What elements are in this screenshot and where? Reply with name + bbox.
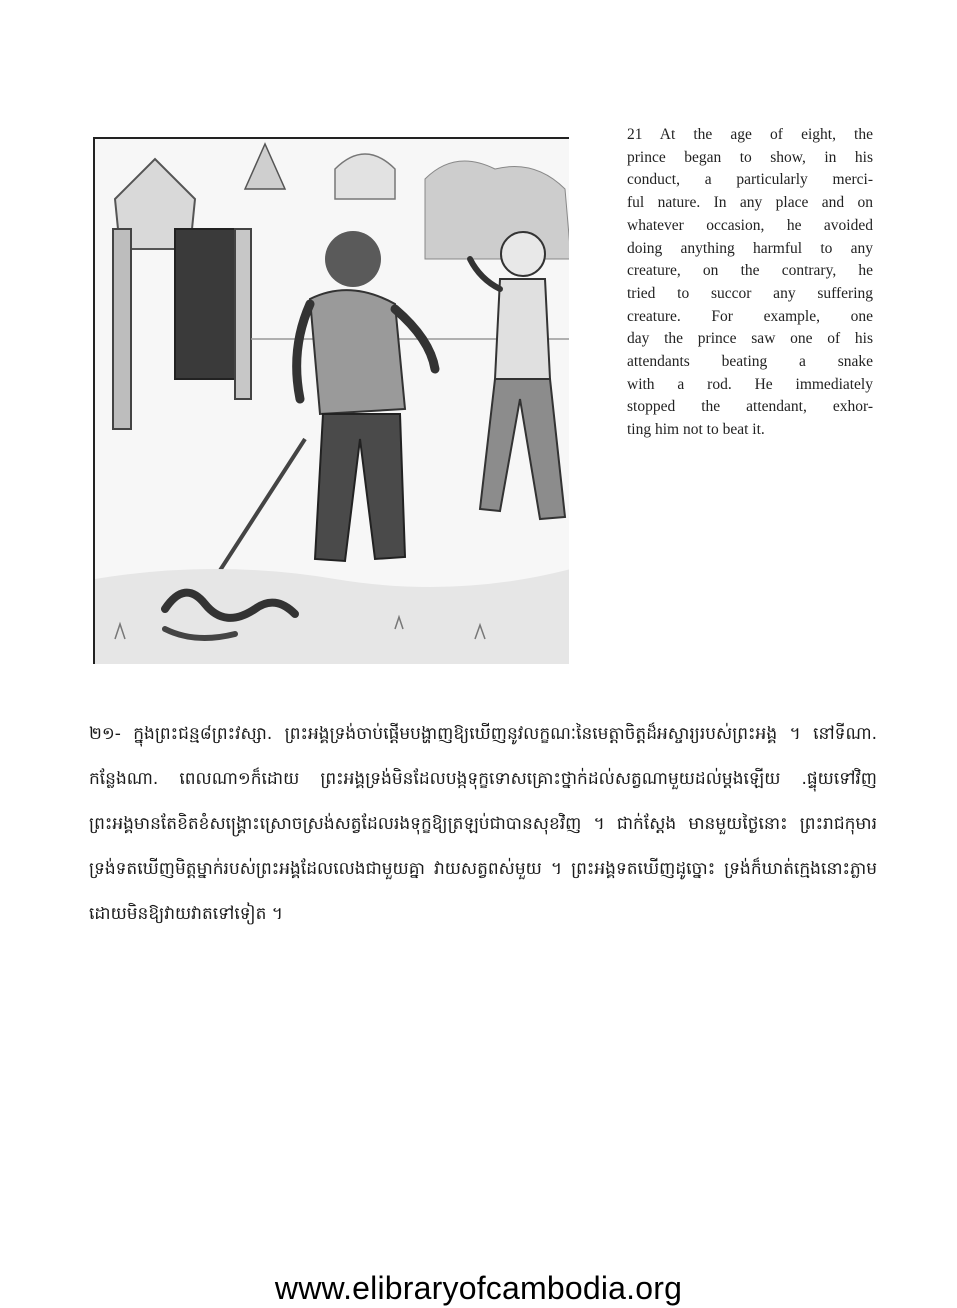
english-line: with a rod. He immediately <box>627 375 873 393</box>
illustration-boys-and-snake <box>93 137 569 664</box>
english-line: attendants beating a snake <box>627 353 873 371</box>
english-paragraph <box>627 124 873 442</box>
illustration-drawing <box>95 139 569 664</box>
footer-url[interactable]: www.elibraryofcambodia.org <box>274 1270 683 1306</box>
khmer-paragraph: ២១- ក្នុងព្រះជន្ម៨ព្រះវស្សា. ព្រះអង្គទ្រង់ចាប់ផ្ដើមបង្ហាញឱ្យឃើញនូវលក្ខណៈនៃមេត្តាចិត្តដ៏អស្ចារ្យរបស់ព្រះអង្គ ។ នៅទីណា. កន្លែងណា. ពេលណា១ក៏ដោយ ព្រះអង្គទ្រង់មិនដែលបង្កទុក្ខទោសគ្រោះថ្នាក់ដល់សត្វណាមួយដល់ម្ដងឡើយ .ផ្ទុយទៅវិញ ព្រះអង្គមានតែខិតខំសង្គ្រោះស្រោចស្រង់សត្វដែលរងទុក្ខឱ្យត្រឡប់ជាបានសុខវិញ ។ ជាក់ស្ដែង មានមួយថ្ងៃនោះ ព្រះរាជកុមារទ្រង់ទតឃើញមិត្តម្នាក់របស់ព្រះអង្គដែលលេងជាមួយគ្នា វាយសត្វពស់មួយ ។ ព្រះអង្គទតឃើញដូច្នោះ ទ្រង់ក៏ឃាត់ក្មេងនោះភ្លាម ដោយមិនឱ្យវាយវាតទៅទៀត ។ <box>89 724 877 924</box>
english-line: doing anything harmful to any <box>627 239 873 257</box>
english-line: ting him not to beat it. <box>627 421 765 439</box>
english-line: day the prince saw one of his <box>627 330 873 348</box>
english-line: conduct, a particularly merci- <box>627 171 873 189</box>
english-line: ful nature. In any place and on <box>627 194 873 212</box>
english-line: tried to succor any suffering <box>627 284 873 302</box>
english-line: stopped the attendant, exhor- <box>627 398 873 416</box>
english-line: whatever occasion, he avoided <box>627 216 873 234</box>
english-line: creature. For example, one <box>627 307 873 325</box>
english-line: creature, on the contrary, he <box>627 262 873 280</box>
english-line: 21 At the age of eight, the <box>627 126 873 143</box>
english-line: prince began to show, in his <box>627 148 873 166</box>
